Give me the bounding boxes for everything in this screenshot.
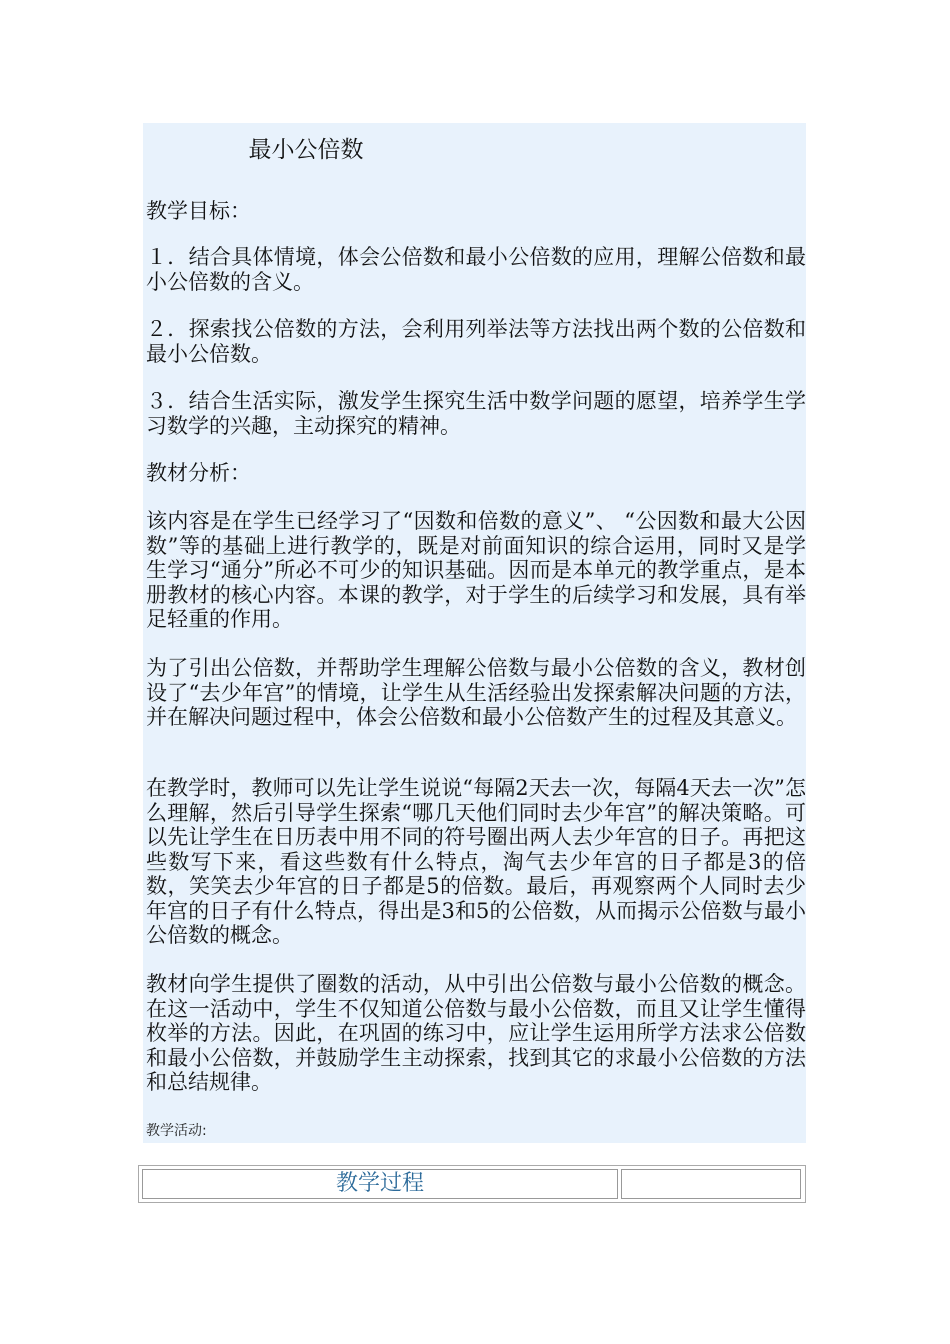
goal-1: １．结合具体情境，体会公倍数和最小公倍数的应用，理解公倍数和最小公倍数的含义。 [146, 245, 806, 294]
analysis-paragraph-4: 教材向学生提供了圈数的活动，从中引出公倍数与最小公倍数的概念。在这一活动中，学生不仅知道公倍数与最小公倍数，而且又让学生懂得枚举的方法。因此，在巩固的练习中，应让学生运用所学方法求公倍数和最小公倍数，并鼓励学生主动探索，找到其它的求最小公倍数的方法和总结规律。 [146, 972, 806, 1094]
analysis-paragraph-1: 该内容是在学生已经学习了“因数和倍数的意义”、 “公因数和最大公因数”等的基础上进行教学的，既是对前面知识的综合运用，同时又是学生学习“通分”所必不可少的知识基础。因而是本单元的教学重点，是本册教材的核心内容。本课的教学，对于学生的后续学习和发展，具有举足轻重的作用。 [146, 509, 806, 631]
lesson-table [138, 1165, 806, 1203]
table-empty-cell [621, 1169, 801, 1199]
table-header-cell: 教学过程 [142, 1169, 618, 1199]
analysis-paragraph-3: 在教学时，教师可以先让学生说说“每隔2天去一次，每隔4天去一次”怎么理解，然后引导学生探索“哪几天他们同时去少年宫”的解决策略。可以先让学生在日历表中用不同的符号圈出两人去少年宫的日子。再把这些数写下来，看这些数有什么特点，淘气去少年宫的日子都是3的倍数，笑笑去少年宫的日子都是5的倍数。最后，再观察两个人同时去少年宫的日子有什么特点，得出是3和5的公倍数，从而揭示公倍数与最小公倍数的概念。 [146, 776, 806, 947]
goal-3: ３．结合生活实际，激发学生探究生活中数学问题的愿望，培养学生学习数学的兴趣，主动探究的精神。 [146, 389, 806, 438]
analysis-paragraph-2: 为了引出公倍数，并帮助学生理解公倍数与最小公倍数的含义，教材创设了“去少年宫”的情境，让学生从生活经验出发探索解决问题的方法，并在解决问题过程中，体会公倍数和最小公倍数产生的过程及其意义。 [146, 656, 806, 729]
section-heading-analysis: 教材分析： [146, 461, 251, 485]
document-title: 最小公倍数 [248, 137, 364, 163]
goal-2: ２．探索找公倍数的方法，会利用列举法等方法找出两个数的公倍数和最小公倍数。 [146, 317, 806, 366]
section-heading-activities: 教学活动: [146, 1123, 207, 1139]
section-heading-goals: 教学目标： [146, 199, 251, 223]
